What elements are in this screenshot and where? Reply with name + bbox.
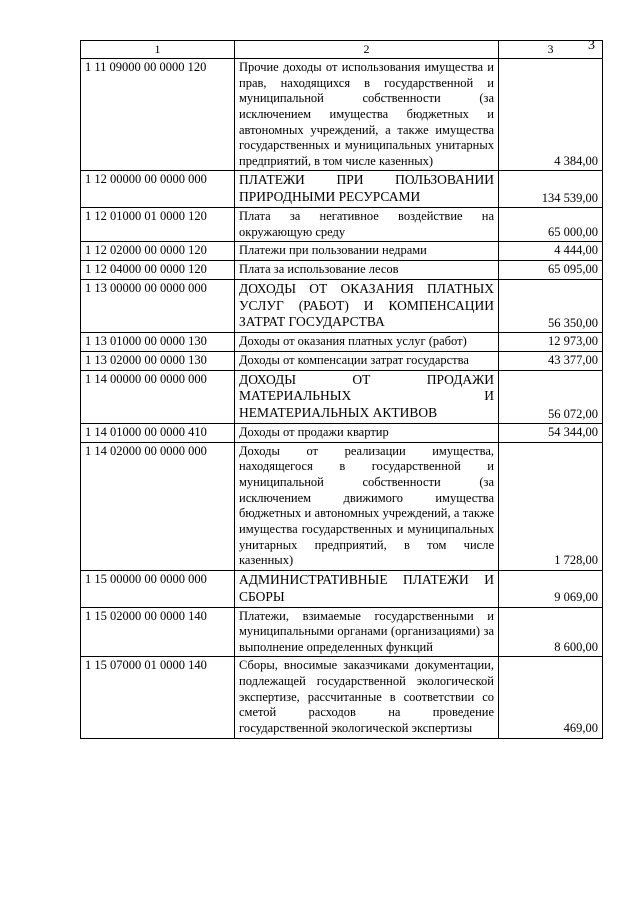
row-code: 1 12 02000 00 0000 120 — [81, 242, 235, 261]
row-amount: 1 728,00 — [499, 442, 603, 570]
row-amount: 54 344,00 — [499, 424, 603, 443]
row-code: 1 14 01000 00 0000 410 — [81, 424, 235, 443]
table-row — [81, 570, 603, 607]
row-description: ДОХОДЫ ОТ ОКАЗАНИЯ ПЛАТНЫХ УСЛУГ (РАБОТ) И КОМПЕНСАЦИИ ЗАТРАТ ГОСУДАРСТВА — [235, 279, 499, 333]
table-row — [81, 333, 603, 352]
table-row — [81, 442, 603, 570]
row-code: 1 13 01000 00 0000 130 — [81, 333, 235, 352]
row-amount: 4 384,00 — [499, 59, 603, 171]
row-amount: 56 350,00 — [499, 279, 603, 333]
revenue-table — [80, 40, 603, 739]
row-code: 1 12 00000 00 0000 000 — [81, 171, 235, 208]
row-amount: 8 600,00 — [499, 607, 603, 657]
row-description: Сборы, вносимые заказчиками документации, подлежащей государственной экологической экспертизе, рассчитанные в соответствии со сметой расходов на проведение государственной экологической экспертизы — [235, 657, 499, 738]
row-description: Плата за негативное воздействие на окружающую среду — [235, 208, 499, 242]
row-description: Плата за использование лесов — [235, 261, 499, 280]
header-col-1: 1 — [81, 41, 235, 59]
row-description: АДМИНИСТРАТИВНЫЕ ПЛАТЕЖИ И СБОРЫ — [235, 570, 499, 607]
row-code: 1 13 02000 00 0000 130 — [81, 351, 235, 370]
row-code: 1 13 00000 00 0000 000 — [81, 279, 235, 333]
table-row — [81, 351, 603, 370]
row-amount: 9 069,00 — [499, 570, 603, 607]
row-description: ДОХОДЫ ОТ ПРОДАЖИ МАТЕРИАЛЬНЫХ И НЕМАТЕРИАЛЬНЫХ АКТИВОВ — [235, 370, 499, 424]
row-description: Доходы от реализации имущества, находящегося в государственной и муниципальной собственности (за исключением движимого имущества бюджетных и автономных учреждений, а также имущества государственных и муниципальных унитарных предприятий, в том числе казенных) — [235, 442, 499, 570]
row-code: 1 14 00000 00 0000 000 — [81, 370, 235, 424]
table-row — [81, 424, 603, 443]
table-row — [81, 208, 603, 242]
row-amount: 43 377,00 — [499, 351, 603, 370]
table-header-row — [81, 41, 603, 59]
row-amount: 12 973,00 — [499, 333, 603, 352]
page-number: 3 — [588, 38, 595, 53]
row-amount: 469,00 — [499, 657, 603, 738]
row-description: ПЛАТЕЖИ ПРИ ПОЛЬЗОВАНИИ ПРИРОДНЫМИ РЕСУРСАМИ — [235, 171, 499, 208]
row-code: 1 15 02000 00 0000 140 — [81, 607, 235, 657]
row-code: 1 14 02000 00 0000 000 — [81, 442, 235, 570]
table-row — [81, 261, 603, 280]
row-description: Платежи при пользовании недрами — [235, 242, 499, 261]
row-description: Доходы от компенсации затрат государства — [235, 351, 499, 370]
row-description: Прочие доходы от использования имущества и прав, находящихся в государственной и муниципальной собственности (за исключением имущества бюджетных и автономных учреждений, а также имущества государственных и муниципальных унитарных предприятий, в том числе казенных) — [235, 59, 499, 171]
row-amount: 65 000,00 — [499, 208, 603, 242]
table-row — [81, 370, 603, 424]
row-description: Платежи, взимаемые государственными и муниципальными органами (организациями) за выполнение определенных функций — [235, 607, 499, 657]
row-amount: 56 072,00 — [499, 370, 603, 424]
table-row — [81, 607, 603, 657]
table-row — [81, 657, 603, 738]
row-description: Доходы от оказания платных услуг (работ) — [235, 333, 499, 352]
row-amount: 4 444,00 — [499, 242, 603, 261]
row-code: 1 12 04000 00 0000 120 — [81, 261, 235, 280]
table-row — [81, 279, 603, 333]
header-col-3: 3 — [499, 41, 603, 59]
row-amount: 65 095,00 — [499, 261, 603, 280]
header-col-2: 2 — [235, 41, 499, 59]
row-code: 1 15 07000 01 0000 140 — [81, 657, 235, 738]
row-description: Доходы от продажи квартир — [235, 424, 499, 443]
row-amount: 134 539,00 — [499, 171, 603, 208]
row-code: 1 12 01000 01 0000 120 — [81, 208, 235, 242]
row-code: 1 11 09000 00 0000 120 — [81, 59, 235, 171]
table-row — [81, 59, 603, 171]
table-row — [81, 242, 603, 261]
row-code: 1 15 00000 00 0000 000 — [81, 570, 235, 607]
table-row — [81, 171, 603, 208]
